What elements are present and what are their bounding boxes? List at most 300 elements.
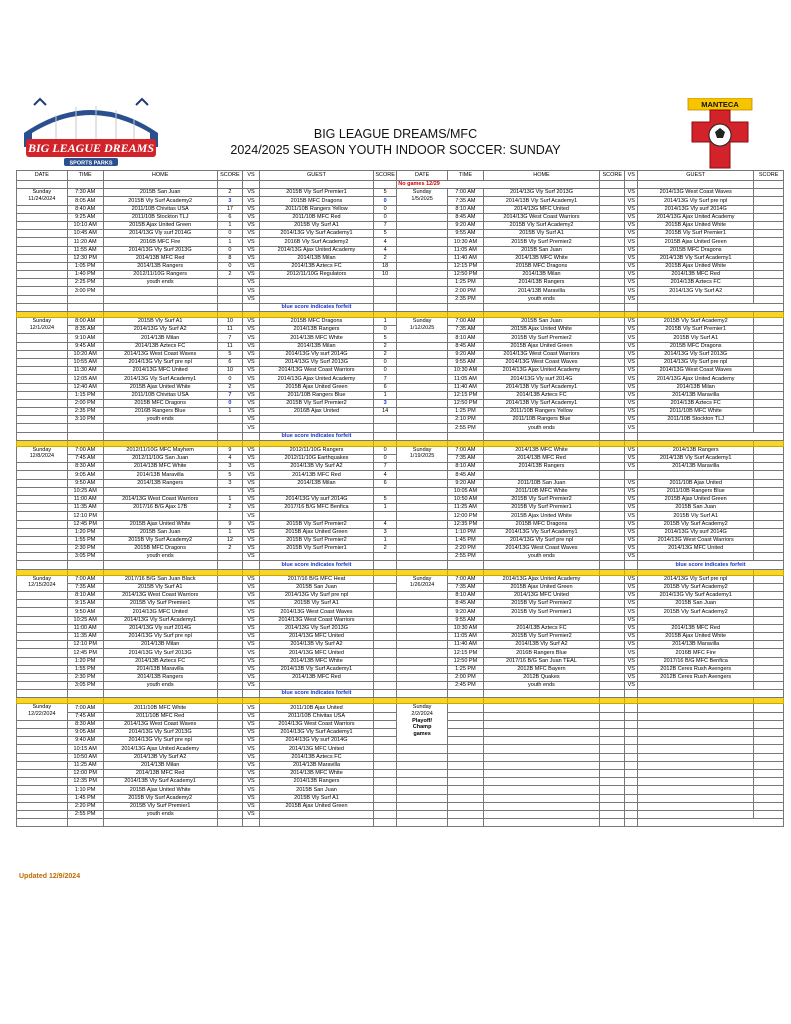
- time-cell: 2:10 PM: [447, 416, 483, 424]
- vs-cell: [625, 786, 638, 794]
- date-line: Sunday: [412, 446, 432, 453]
- vs-cell: [625, 753, 638, 761]
- date-line: 11/24/2024: [28, 195, 56, 202]
- home-team: [483, 616, 599, 624]
- home-team: 2017/16 B/G San Juan Black: [103, 575, 217, 583]
- time-cell: 10:15 AM: [67, 745, 103, 753]
- guest-score: [374, 512, 397, 520]
- home-team: [483, 769, 599, 777]
- time-cell: 11:35 AM: [67, 504, 103, 512]
- home-score: 6: [217, 213, 242, 221]
- empty-cell: [483, 819, 599, 827]
- time-cell: 12:00 PM: [67, 769, 103, 777]
- guest-team: [259, 287, 373, 295]
- guest-team: 2014/13B MFC White: [259, 769, 373, 777]
- empty-cell: [625, 303, 638, 311]
- home-score: 9: [217, 446, 242, 454]
- vs-cell: VS: [243, 367, 260, 375]
- guest-score: [374, 592, 397, 600]
- home-score: [600, 632, 625, 640]
- vs-cell: VS: [243, 528, 260, 536]
- time-cell: 3:05 PM: [67, 553, 103, 561]
- guest-score: 7: [374, 221, 397, 229]
- time-cell: 2:55 PM: [67, 810, 103, 818]
- guest-score: [754, 487, 784, 495]
- empty-cell: [447, 561, 483, 569]
- empty-cell: [17, 745, 68, 753]
- home-score: [600, 624, 625, 632]
- time-cell: 12:45 PM: [67, 520, 103, 528]
- home-score: [217, 682, 242, 690]
- vs-cell: VS: [243, 463, 260, 471]
- empty-cell: [17, 810, 68, 818]
- time-cell: [447, 704, 483, 712]
- empty-cell: [397, 786, 448, 794]
- guest-score: [754, 632, 784, 640]
- guest-score: [374, 424, 397, 432]
- time-cell: [447, 794, 483, 802]
- guest-score: 7: [374, 463, 397, 471]
- guest-team: 2011/10B MFC Red: [259, 213, 373, 221]
- guest-team: 2014/13B Milan: [259, 479, 373, 487]
- guest-team: 2014/13B Vly Surf Academy1: [638, 455, 754, 463]
- vs-cell: VS: [625, 665, 638, 673]
- home-team: 2015B Vly Surf Premier2: [483, 632, 599, 640]
- empty-cell: [397, 682, 448, 690]
- empty-cell: [17, 479, 68, 487]
- home-team: [483, 794, 599, 802]
- home-score: [217, 512, 242, 520]
- time-cell: [447, 753, 483, 761]
- home-score: 2: [217, 383, 242, 391]
- svg-text:BIG LEAGUE DREAMS: BIG LEAGUE DREAMS: [27, 141, 155, 155]
- vs-cell: VS: [625, 326, 638, 334]
- guest-team: 2014/13G West Coast Warriors: [259, 367, 373, 375]
- time-cell: 12:10 PM: [67, 512, 103, 520]
- vs-cell: VS: [243, 495, 260, 503]
- table-row: [17, 446, 784, 454]
- home-team: 2014/13B MFC Red: [483, 455, 599, 463]
- forfeit-note-right: [638, 690, 784, 698]
- empty-cell: [374, 690, 397, 698]
- empty-cell: [243, 819, 260, 827]
- guest-team: 2014/13B Maravilla: [638, 391, 754, 399]
- home-team: 2011/10B MFC Red: [103, 712, 217, 720]
- home-score: [600, 383, 625, 391]
- column-header: SCORE: [374, 171, 397, 181]
- empty-cell: [397, 271, 448, 279]
- time-cell: 7:00 AM: [67, 575, 103, 583]
- guest-team: 2014/13G Vly Surf Academy1: [638, 592, 754, 600]
- table-row: [17, 528, 784, 536]
- left-date-cell: [17, 446, 68, 462]
- empty-cell: [600, 181, 625, 189]
- time-cell: 7:45 AM: [67, 455, 103, 463]
- home-score: 0: [217, 230, 242, 238]
- home-score: [600, 342, 625, 350]
- time-cell: 1:25 PM: [447, 408, 483, 416]
- empty-cell: [17, 408, 68, 416]
- empty-cell: [103, 561, 217, 569]
- date-line: 12/8/2024: [29, 453, 55, 460]
- empty-cell: [397, 471, 448, 479]
- home-team: 2014/13G MFC United: [483, 205, 599, 213]
- vs-cell: VS: [625, 641, 638, 649]
- home-team: 2016B Rangers Blue: [103, 408, 217, 416]
- empty-cell: [397, 665, 448, 673]
- guest-team: 2014/13B Milan: [638, 383, 754, 391]
- vs-cell: VS: [625, 295, 638, 303]
- home-team: [103, 287, 217, 295]
- forfeit-note-row: [17, 561, 784, 569]
- vs-cell: VS: [625, 657, 638, 665]
- vs-cell: [625, 778, 638, 786]
- empty-cell: [103, 303, 217, 311]
- home-team: 2014/13G MFC United: [483, 592, 599, 600]
- guest-team: 2015B MFC Dragons: [638, 342, 754, 350]
- guest-team: [259, 512, 373, 520]
- table-row: [17, 753, 784, 761]
- guest-team: 2015B Ajax United Green: [638, 495, 754, 503]
- home-team: 2015B Vly Surf Premier2: [483, 334, 599, 342]
- table-row: [17, 463, 784, 471]
- table-row: [17, 213, 784, 221]
- home-team: 2015B Vly Surf Academy2: [483, 221, 599, 229]
- time-cell: 7:00 AM: [447, 318, 483, 326]
- empty-cell: [397, 553, 448, 561]
- home-team: [483, 761, 599, 769]
- guest-team: 2016B MFC Fire: [638, 649, 754, 657]
- home-team: 2011/10B San Juan: [483, 479, 599, 487]
- empty-cell: [17, 463, 68, 471]
- home-team: 2012/11/10G San Juan: [103, 455, 217, 463]
- home-score: [600, 495, 625, 503]
- table-row: [17, 786, 784, 794]
- time-cell: 7:00 AM: [67, 446, 103, 454]
- guest-score: [754, 408, 784, 416]
- home-score: [217, 778, 242, 786]
- time-cell: 12:50 PM: [447, 657, 483, 665]
- table-row: [17, 682, 784, 690]
- empty-cell: [243, 303, 260, 311]
- time-cell: [447, 712, 483, 720]
- guest-team: 2017/16 B/G MFC Benfica: [638, 657, 754, 665]
- guest-team: 2014/13B Milan: [259, 342, 373, 350]
- home-score: [600, 583, 625, 591]
- home-team: 2014/13B Aztecs FC: [103, 342, 217, 350]
- empty-cell: [397, 295, 448, 303]
- time-cell: 12:35 PM: [447, 520, 483, 528]
- time-cell: 1:40 PM: [67, 271, 103, 279]
- guest-score: [754, 608, 784, 616]
- column-header: TIME: [67, 171, 103, 181]
- guest-score: [754, 745, 784, 753]
- vs-cell: VS: [243, 189, 260, 197]
- home-score: 2: [217, 271, 242, 279]
- guest-score: [374, 673, 397, 681]
- home-score: [217, 729, 242, 737]
- home-score: [217, 649, 242, 657]
- date-line: Sunday: [32, 189, 52, 196]
- guest-score: [374, 616, 397, 624]
- vs-cell: VS: [625, 213, 638, 221]
- home-score: [600, 446, 625, 454]
- vs-cell: VS: [625, 553, 638, 561]
- guest-team: 2014/13B Vly Surf A2: [259, 641, 373, 649]
- vs-cell: VS: [625, 358, 638, 366]
- empty-cell: [243, 561, 260, 569]
- vs-cell: [625, 720, 638, 728]
- empty-cell: [217, 690, 242, 698]
- guest-team: [638, 794, 754, 802]
- empty-cell: [17, 213, 68, 221]
- empty-cell: [483, 303, 599, 311]
- home-score: [217, 704, 242, 712]
- home-team: 2014/13B Milan: [103, 761, 217, 769]
- empty-cell: [17, 375, 68, 383]
- vs-cell: VS: [243, 342, 260, 350]
- date-line: Sunday: [32, 446, 52, 453]
- vs-cell: VS: [625, 254, 638, 262]
- page-subtitle: 2024/2025 SEASON YOUTH INDOOR SOCCER: SUNDAY: [230, 143, 561, 157]
- guest-team: [259, 279, 373, 287]
- time-cell: 12:30 PM: [67, 254, 103, 262]
- empty-cell: [259, 181, 373, 189]
- empty-cell: [397, 238, 448, 246]
- empty-cell: [397, 802, 448, 810]
- home-score: 10: [217, 367, 242, 375]
- empty-cell: [483, 690, 599, 698]
- home-score: [600, 271, 625, 279]
- guest-score: [374, 720, 397, 728]
- guest-team: [638, 761, 754, 769]
- empty-cell: [217, 432, 242, 440]
- time-cell: 10:25 AM: [67, 487, 103, 495]
- home-team: 2014/13G MFC United: [103, 608, 217, 616]
- home-team: 2015B Ajax United Green: [103, 221, 217, 229]
- vs-cell: VS: [243, 553, 260, 561]
- home-team: 2014/13G West Coast Warriors: [103, 592, 217, 600]
- guest-score: [374, 575, 397, 583]
- vs-cell: VS: [243, 504, 260, 512]
- home-score: [600, 262, 625, 270]
- time-cell: 9:15 AM: [67, 600, 103, 608]
- guest-team: 2014/13B Aztecs FC: [638, 399, 754, 407]
- vs-cell: VS: [243, 375, 260, 383]
- column-header: GUEST: [638, 171, 754, 181]
- home-score: [600, 553, 625, 561]
- home-team: 2014/13G Vly Surf 2013G: [483, 189, 599, 197]
- time-cell: 9:45 AM: [67, 342, 103, 350]
- guest-score: [374, 600, 397, 608]
- home-score: [600, 279, 625, 287]
- vs-cell: VS: [243, 295, 260, 303]
- time-cell: 12:15 PM: [447, 262, 483, 270]
- time-cell: 8:45 AM: [447, 213, 483, 221]
- empty-cell: [397, 383, 448, 391]
- guest-score: [754, 383, 784, 391]
- home-score: [600, 810, 625, 818]
- guest-score: 7: [374, 375, 397, 383]
- home-score: [600, 712, 625, 720]
- home-score: [600, 287, 625, 295]
- guest-score: 2: [374, 350, 397, 358]
- home-team: 2015B Ajax United White: [483, 512, 599, 520]
- empty-cell: [243, 432, 260, 440]
- empty-cell: [17, 778, 68, 786]
- table-row: [17, 375, 784, 383]
- empty-cell: [397, 205, 448, 213]
- time-cell: 11:20 AM: [67, 238, 103, 246]
- home-score: [600, 230, 625, 238]
- home-team: 2014/13G West Coast Waves: [483, 358, 599, 366]
- home-team: 2014/13B Milan: [103, 334, 217, 342]
- vs-cell: VS: [625, 287, 638, 295]
- home-score: [600, 608, 625, 616]
- guest-team: 2014/13G Vly Surf Academy1: [259, 729, 373, 737]
- home-team: 2015B MFC Dragons: [483, 520, 599, 528]
- empty-cell: [397, 561, 448, 569]
- home-score: [217, 608, 242, 616]
- home-team: 2015B Vly Surf Premier1: [103, 600, 217, 608]
- home-score: [600, 391, 625, 399]
- table-row: [17, 649, 784, 657]
- guest-score: [374, 753, 397, 761]
- home-team: 2011/10B Chivitas USA: [103, 391, 217, 399]
- guest-score: 2: [374, 254, 397, 262]
- home-team: 2014/13G Vly surf 2014G: [483, 375, 599, 383]
- table-row: [17, 367, 784, 375]
- vs-cell: VS: [243, 616, 260, 624]
- guest-score: [374, 794, 397, 802]
- vs-cell: VS: [243, 608, 260, 616]
- empty-cell: [625, 819, 638, 827]
- table-row: [17, 471, 784, 479]
- home-score: 7: [217, 391, 242, 399]
- empty-cell: [17, 729, 68, 737]
- vs-cell: VS: [243, 254, 260, 262]
- guest-score: 0: [374, 358, 397, 366]
- time-cell: 12:10 PM: [67, 641, 103, 649]
- guest-team: [638, 745, 754, 753]
- table-row: [17, 624, 784, 632]
- empty-cell: [397, 254, 448, 262]
- vs-cell: VS: [243, 271, 260, 279]
- home-score: 9: [217, 520, 242, 528]
- table-row: [17, 553, 784, 561]
- guest-score: [754, 271, 784, 279]
- vs-cell: VS: [625, 512, 638, 520]
- guest-score: [754, 753, 784, 761]
- empty-cell: [600, 432, 625, 440]
- empty-cell: [397, 592, 448, 600]
- empty-cell: [17, 334, 68, 342]
- empty-cell: [17, 802, 68, 810]
- guest-score: [754, 536, 784, 544]
- home-score: [217, 487, 242, 495]
- guest-team: [259, 553, 373, 561]
- guest-score: [754, 391, 784, 399]
- empty-cell: [397, 399, 448, 407]
- guest-score: [754, 254, 784, 262]
- home-team: [483, 704, 599, 712]
- home-score: 2: [217, 189, 242, 197]
- empty-cell: [17, 504, 68, 512]
- empty-cell: [17, 342, 68, 350]
- home-score: 10: [217, 318, 242, 326]
- empty-cell: [217, 303, 242, 311]
- left-date-cell: [17, 704, 68, 720]
- home-score: [217, 600, 242, 608]
- time-cell: 10:30 AM: [447, 367, 483, 375]
- guest-team: [638, 682, 754, 690]
- guest-team: 2012/11/10G Regulators: [259, 271, 373, 279]
- guest-score: [754, 479, 784, 487]
- home-team: 2014/13B Milan: [483, 271, 599, 279]
- time-cell: 11:55 AM: [67, 246, 103, 254]
- guest-team: [638, 424, 754, 432]
- home-score: [600, 737, 625, 745]
- home-team: 2014/13G Vly Surf 2013G: [103, 649, 217, 657]
- home-team: 2017/16 B/G Ajax 17B: [103, 504, 217, 512]
- home-score: [600, 600, 625, 608]
- home-score: [217, 592, 242, 600]
- time-cell: 11:30 AM: [67, 367, 103, 375]
- empty-cell: [397, 230, 448, 238]
- vs-cell: VS: [243, 512, 260, 520]
- time-cell: 12:50 PM: [447, 271, 483, 279]
- time-cell: [447, 778, 483, 786]
- empty-cell: [17, 367, 68, 375]
- guest-score: [374, 761, 397, 769]
- guest-score: [754, 657, 784, 665]
- vs-cell: VS: [243, 326, 260, 334]
- guest-team: 2015B MFC Dragons: [638, 246, 754, 254]
- empty-cell: [17, 471, 68, 479]
- empty-cell: [397, 463, 448, 471]
- time-cell: 9:50 AM: [67, 479, 103, 487]
- empty-cell: [397, 600, 448, 608]
- table-row: [17, 391, 784, 399]
- table-row: [17, 810, 784, 818]
- empty-cell: [17, 221, 68, 229]
- home-team: 2011/10B Chivitas USA: [103, 205, 217, 213]
- guest-team: 2015B MFC Dragons: [259, 197, 373, 205]
- guest-team: 2014/13G Vly Surf A2: [638, 287, 754, 295]
- time-cell: [67, 295, 103, 303]
- table-row: [17, 424, 784, 432]
- table-row: [17, 350, 784, 358]
- guest-score: [754, 583, 784, 591]
- guest-score: 14: [374, 408, 397, 416]
- table-row: [17, 545, 784, 553]
- column-header: SCORE: [754, 171, 784, 181]
- time-cell: 7:35 AM: [447, 583, 483, 591]
- guest-score: [754, 350, 784, 358]
- guest-score: [374, 745, 397, 753]
- home-score: [600, 205, 625, 213]
- guest-score: [754, 279, 784, 287]
- home-score: [600, 471, 625, 479]
- home-score: [600, 326, 625, 334]
- home-score: [600, 720, 625, 728]
- home-team: [483, 712, 599, 720]
- time-cell: 7:00 AM: [67, 704, 103, 712]
- vs-cell: VS: [243, 632, 260, 640]
- guest-team: [638, 802, 754, 810]
- empty-cell: [397, 690, 448, 698]
- empty-cell: [67, 819, 103, 827]
